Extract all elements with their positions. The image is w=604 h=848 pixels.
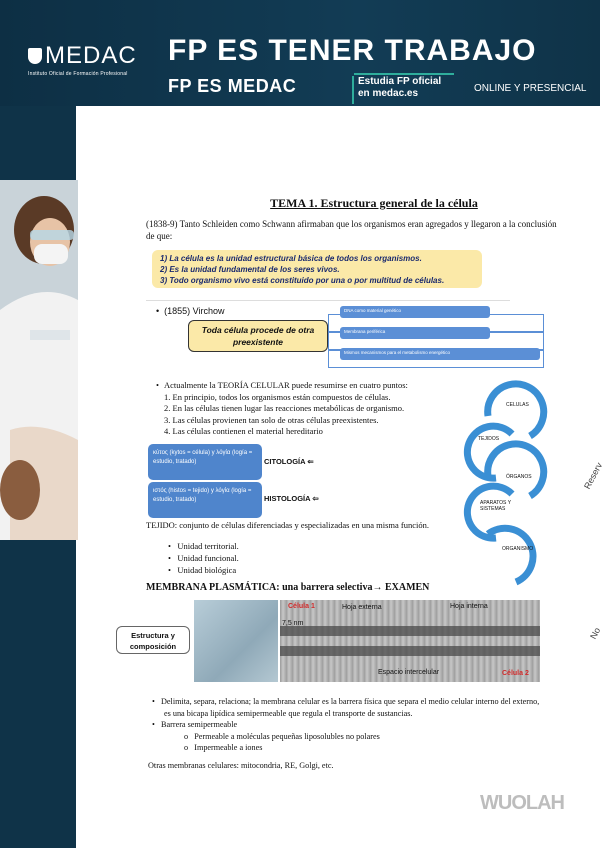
unidades-list (168, 540, 239, 576)
list-item: • Delimita, separa, relaciona; la membrana celular es la barrera física que separa el medio celular interno del externo, es una bicapa lipídica semipermeable que regula el transporte de sustancias. (152, 697, 540, 718)
arrow-left-icon: ⇦ (312, 494, 319, 503)
micro-label: Célula 2 (502, 670, 529, 677)
banner-cta[interactable] (352, 76, 452, 104)
banner-slogan: FP ES TENER TRABAJO (168, 34, 537, 67)
wuolah-logo: WUOLAH (480, 792, 564, 814)
divider (146, 300, 510, 301)
theory-point: 2. En las células tienen lugar las reacciones metabólicas de organismo. (164, 403, 405, 413)
tejido-definition: TEJIDO: conjunto de células diferenciadas y especializadas en una misma función. (146, 520, 429, 530)
banner-modes: ONLINE Y PRESENCIAL (474, 83, 587, 94)
micro-label: Hoja interna (450, 603, 488, 610)
virchow-tag: DNA como material genético (340, 306, 490, 318)
cycle-step: TEJIDOS (478, 436, 500, 442)
micrograph-cell (194, 600, 278, 682)
principles-box (152, 250, 482, 288)
student-photo (0, 180, 78, 540)
micro-label: Célula 1 (288, 603, 315, 610)
histologia-panel: ιστός (histos = tejido) y λόγία (logía = estudio, tratado) (148, 482, 262, 518)
sub-item: o Permeable a moléculas pequeñas liposolubles no polares (184, 731, 380, 741)
theory-point: 1. En principio, todos los organismos están compuestos de células. (164, 391, 391, 402)
section-heading: MEMBRANA PLASMÁTICA: una barrera selectiva→ EXAMEN (146, 582, 430, 593)
theory-block (156, 380, 464, 438)
virchow-item: • (1855) Virchow (156, 306, 225, 316)
theory-point: 3. Las células provienen tan solo de otras células preexistentes. (164, 414, 379, 425)
principle-item: 3) Todo organismo vivo está constituido por una o por multitud de células. (160, 276, 445, 285)
estructura-box: Estructura y composición (116, 626, 190, 654)
ad-banner[interactable] (0, 0, 600, 106)
logo-text: MEDAC (45, 42, 137, 69)
principle-item: 2) Es la unidad fundamental de los seres vivos. (160, 265, 340, 274)
cycle-step: ORGANISMO (502, 546, 534, 552)
list-item: • Unidad biológica (168, 565, 237, 575)
list-item: • Barrera semipermeable (152, 720, 238, 729)
cta-text: Estudia FP oficial en medac.es (358, 76, 442, 99)
micro-label: Hoja externa (342, 604, 382, 611)
virchow-label: (1855) Virchow (164, 306, 225, 316)
virchow-tag: Mismos mecanismos para el metabolismo energético (340, 348, 540, 360)
virchow-box: Toda célula procede de otra preexistente (188, 320, 328, 352)
logo-subtitle: Instituto Oficial de Formación Profesional (28, 71, 128, 77)
page-title: TEMA 1. Estructura general de la célula (270, 196, 478, 210)
document-page (78, 106, 603, 848)
principle-item: 1) La célula es la unidad estructural básica de todos los organismos. (160, 254, 422, 263)
otras-membranas: Otras membranas celulares: mitocondria, RE, Golgi, etc. (148, 760, 334, 770)
intro-text: (1838-9) Tanto Schleiden como Schwann afirmaban que los organismos eran agregados y llegaron a la conclusión de que: (146, 219, 557, 241)
list-item: • Unidad territorial. (168, 541, 239, 551)
banner-subslogan: FP ES MEDAC (168, 76, 297, 96)
sub-item: o Impermeable a iones (184, 743, 263, 752)
theory-intro: Actualmente la TEORÍA CELULAR puede resumirse en cuatro puntos: (164, 380, 408, 390)
membrana-points (148, 696, 542, 771)
side-watermark-text: No (588, 625, 603, 641)
side-watermark-text: Reserv (582, 460, 604, 491)
cycle-step: CELULAS (506, 402, 529, 408)
shield-icon (28, 48, 42, 64)
bullet: • (156, 380, 159, 390)
arrow-left-icon: ⇐ (307, 457, 314, 466)
micro-label: 7,5 nm (282, 620, 304, 627)
citologia-panel: κύτος (kytos = célula) y λόγία (logía = estudio, tratado) (148, 444, 262, 480)
histologia-label: HISTOLOGÍA ⇦ (264, 494, 319, 503)
virchow-tag: Membrana periférica (340, 327, 490, 339)
cycle-step: APARATOS Y SISTEMAS (480, 500, 511, 512)
list-item: • Unidad funcional. (168, 553, 239, 563)
micro-label: Espacio intercelular (378, 669, 440, 676)
cycle-step: ÓRGANOS (506, 474, 532, 480)
medac-logo[interactable] (28, 42, 137, 77)
citologia-label: CITOLOGÍA ⇐ (264, 457, 314, 466)
theory-point: 4. Las células contienen el material hereditario (164, 426, 323, 436)
